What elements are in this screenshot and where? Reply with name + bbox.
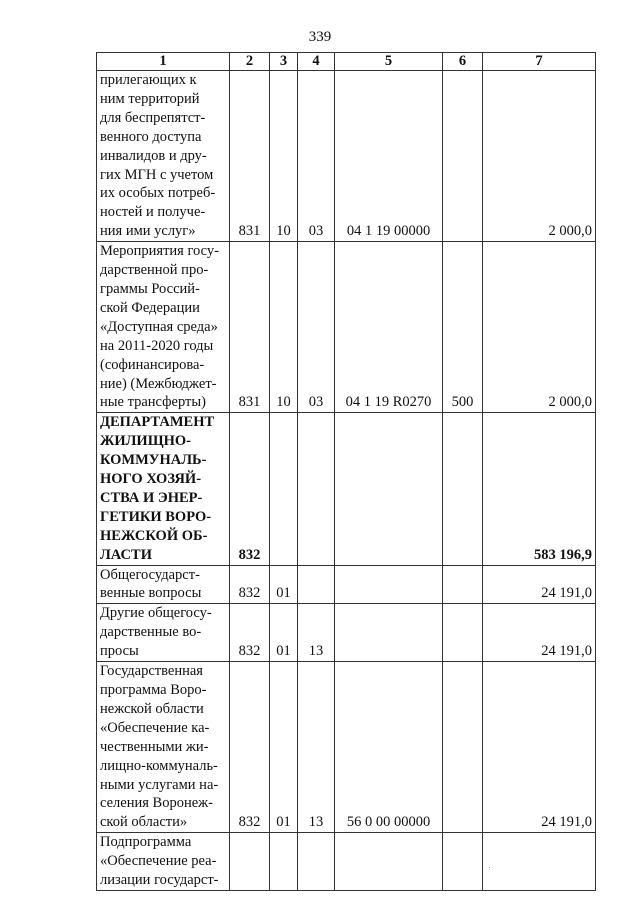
col-header-3: 3 [270,53,298,71]
table-row [97,565,596,604]
row-name-cell: Подпрограмма «Обеспечение реа- лизации государст- [97,833,230,891]
col-header-7: 7 [483,53,596,71]
row-subsection-cell: 13 [298,662,335,833]
row-target-article-cell: 56 0 00 00000 [335,662,443,833]
page-number: 339 [308,29,332,45]
row-amount-cell: 2 000,0 [483,242,596,413]
row-expense-type-cell: 500 [443,242,483,413]
row-target-article-cell: 04 1 19 00000 [335,71,443,242]
row-subsection-cell [298,565,335,604]
row-code-cell: 832 [230,604,270,662]
row-subsection-cell: 03 [298,242,335,413]
row-section-cell [270,413,298,565]
row-name-cell: Общегосударст- венные вопросы [97,565,230,604]
row-target-article-cell [335,565,443,604]
row-name-cell: ДЕПАРТАМЕНТ ЖИЛИЩНО- КОММУНАЛЬ- НОГО ХОЗЯЙ- СТВА И ЭНЕР- ГЕТИКИ ВОРО- НЕЖСКОЙ ОБ- ЛАСТИ [97,413,230,565]
row-name-cell: Мероприятия госу- дарственной про- граммы Россий- ской Федерации «Доступная среда» на 2011-2020 годы (софинансирова- ние) (Межбюджет- ные трансферты) [97,242,230,413]
col-header-6: 6 [443,53,483,71]
scan-speck [489,867,490,868]
row-amount-cell: 24 191,0 [483,565,596,604]
row-target-article-cell [335,604,443,662]
row-expense-type-cell [443,833,483,891]
row-code-cell: 832 [230,565,270,604]
budget-table [96,52,596,891]
col-header-4: 4 [298,53,335,71]
col-header-5: 5 [335,53,443,71]
row-subsection-cell: 03 [298,71,335,242]
row-amount-cell: 583 196,9 [483,413,596,565]
row-name-cell: прилегающих к ним территорий для беспрепятст- венного доступа инвалидов и дру- гих МГН с учетом их особых потреб- ностей и получе- ния ими услуг» [97,71,230,242]
row-subsection-cell [298,833,335,891]
row-target-article-cell [335,833,443,891]
row-amount-cell: 24 191,0 [483,662,596,833]
row-target-article-cell: 04 1 19 R0270 [335,242,443,413]
row-expense-type-cell [443,662,483,833]
row-name-cell: Другие общегосу- дарственные во- просы [97,604,230,662]
table-row [97,604,596,662]
row-expense-type-cell [443,413,483,565]
row-expense-type-cell [443,604,483,662]
row-code-cell: 831 [230,242,270,413]
table-row [97,242,596,413]
table-row [97,413,596,565]
row-amount-cell: 2 000,0 [483,71,596,242]
col-header-1: 1 [97,53,230,71]
row-amount-cell [483,833,596,891]
row-expense-type-cell [443,565,483,604]
table-row [97,662,596,833]
row-section-cell [270,833,298,891]
row-section-cell: 10 [270,71,298,242]
row-section-cell: 01 [270,662,298,833]
row-expense-type-cell [443,71,483,242]
row-code-cell: 832 [230,413,270,565]
row-code-cell [230,833,270,891]
row-code-cell: 832 [230,662,270,833]
row-subsection-cell: 13 [298,604,335,662]
row-section-cell: 01 [270,565,298,604]
row-amount-cell: 24 191,0 [483,604,596,662]
row-section-cell: 01 [270,604,298,662]
table-row [97,71,596,242]
row-code-cell: 831 [230,71,270,242]
row-target-article-cell [335,413,443,565]
row-name-cell: Государственная программа Воро- нежской области «Обеспечение ка- чественными жи- лищно-коммуналь- ными услугами на- селения Воронеж- ской области» [97,662,230,833]
table-row [97,833,596,891]
header-row [97,53,596,71]
row-subsection-cell [298,413,335,565]
col-header-2: 2 [230,53,270,71]
row-section-cell: 10 [270,242,298,413]
